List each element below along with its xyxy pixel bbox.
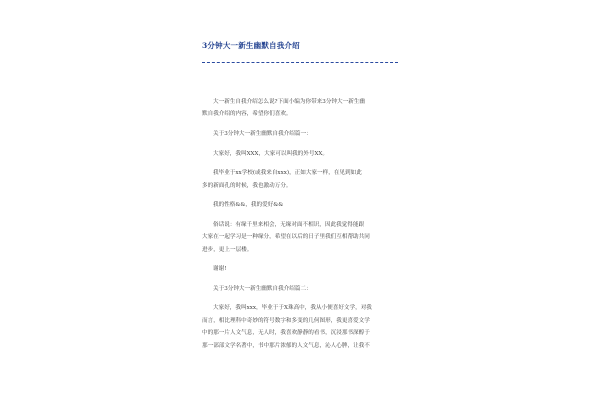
paragraph-line: 大家好，我叫XXX，大家可以叫我的外号XX。 xyxy=(213,150,329,157)
paragraph-line: 我毕业于xx学校(或我来自xxx)，正如大家一样，在见到如此 xyxy=(213,170,362,177)
paragraph xyxy=(202,128,402,140)
paragraph xyxy=(202,302,402,352)
paragraph-line: 谢谢! xyxy=(213,266,227,273)
paragraph xyxy=(202,199,402,211)
section-heading: 关于3分钟大一新生幽默自我介绍篇二： xyxy=(213,285,312,292)
document-title: 3分钟大一新生幽默自我介绍 xyxy=(202,41,300,50)
paragraph-line: 进步，更上一层楼。 xyxy=(202,246,253,253)
paragraph xyxy=(202,219,402,256)
paragraph-line: 而言，相比理科中奇妙的符号数字和多变的几何图形，我更喜爱文学 xyxy=(202,317,370,324)
paragraph-line: 大家好，我叫xxx，毕业于于X珠高中，我从小便喜好文学，对我 xyxy=(213,305,372,312)
paragraph-line: 大家在一起学习是一种缘分，希望在以后的日子里我们互相帮助共同 xyxy=(202,234,370,241)
document-body xyxy=(202,96,402,359)
paragraph xyxy=(202,167,402,192)
paragraph xyxy=(202,96,402,121)
paragraph xyxy=(202,148,402,160)
paragraph-line: 多的新面孔的时候，我也激动万分。 xyxy=(202,182,292,189)
paragraph-line: 俗话说：有缘千里来相会，无缘对面不相识，因此我觉得能跟 xyxy=(213,221,365,228)
paragraph-line: 那一部部文学名著中，书中那片浓郁的人文气息，沁人心脾，让我不 xyxy=(202,342,370,349)
paragraph xyxy=(202,283,402,295)
paragraph-line: 默自我介绍的内容，希望你们喜欢。 xyxy=(202,111,292,118)
paragraph xyxy=(202,263,402,275)
section-heading: 关于3分钟大一新生幽默自我介绍篇一： xyxy=(213,131,312,137)
paragraph-line: 大一新生自我介绍怎么说?下面小编为你带来3分钟大一新生幽 xyxy=(213,99,365,105)
title-divider xyxy=(202,62,398,63)
paragraph-line: 我的性格&&，我的爱好&& xyxy=(213,202,284,209)
paragraph-line: 中的那一片人文气息，无人时，我喜欢静静的看书，沉浸那书深醇于 xyxy=(202,330,370,337)
